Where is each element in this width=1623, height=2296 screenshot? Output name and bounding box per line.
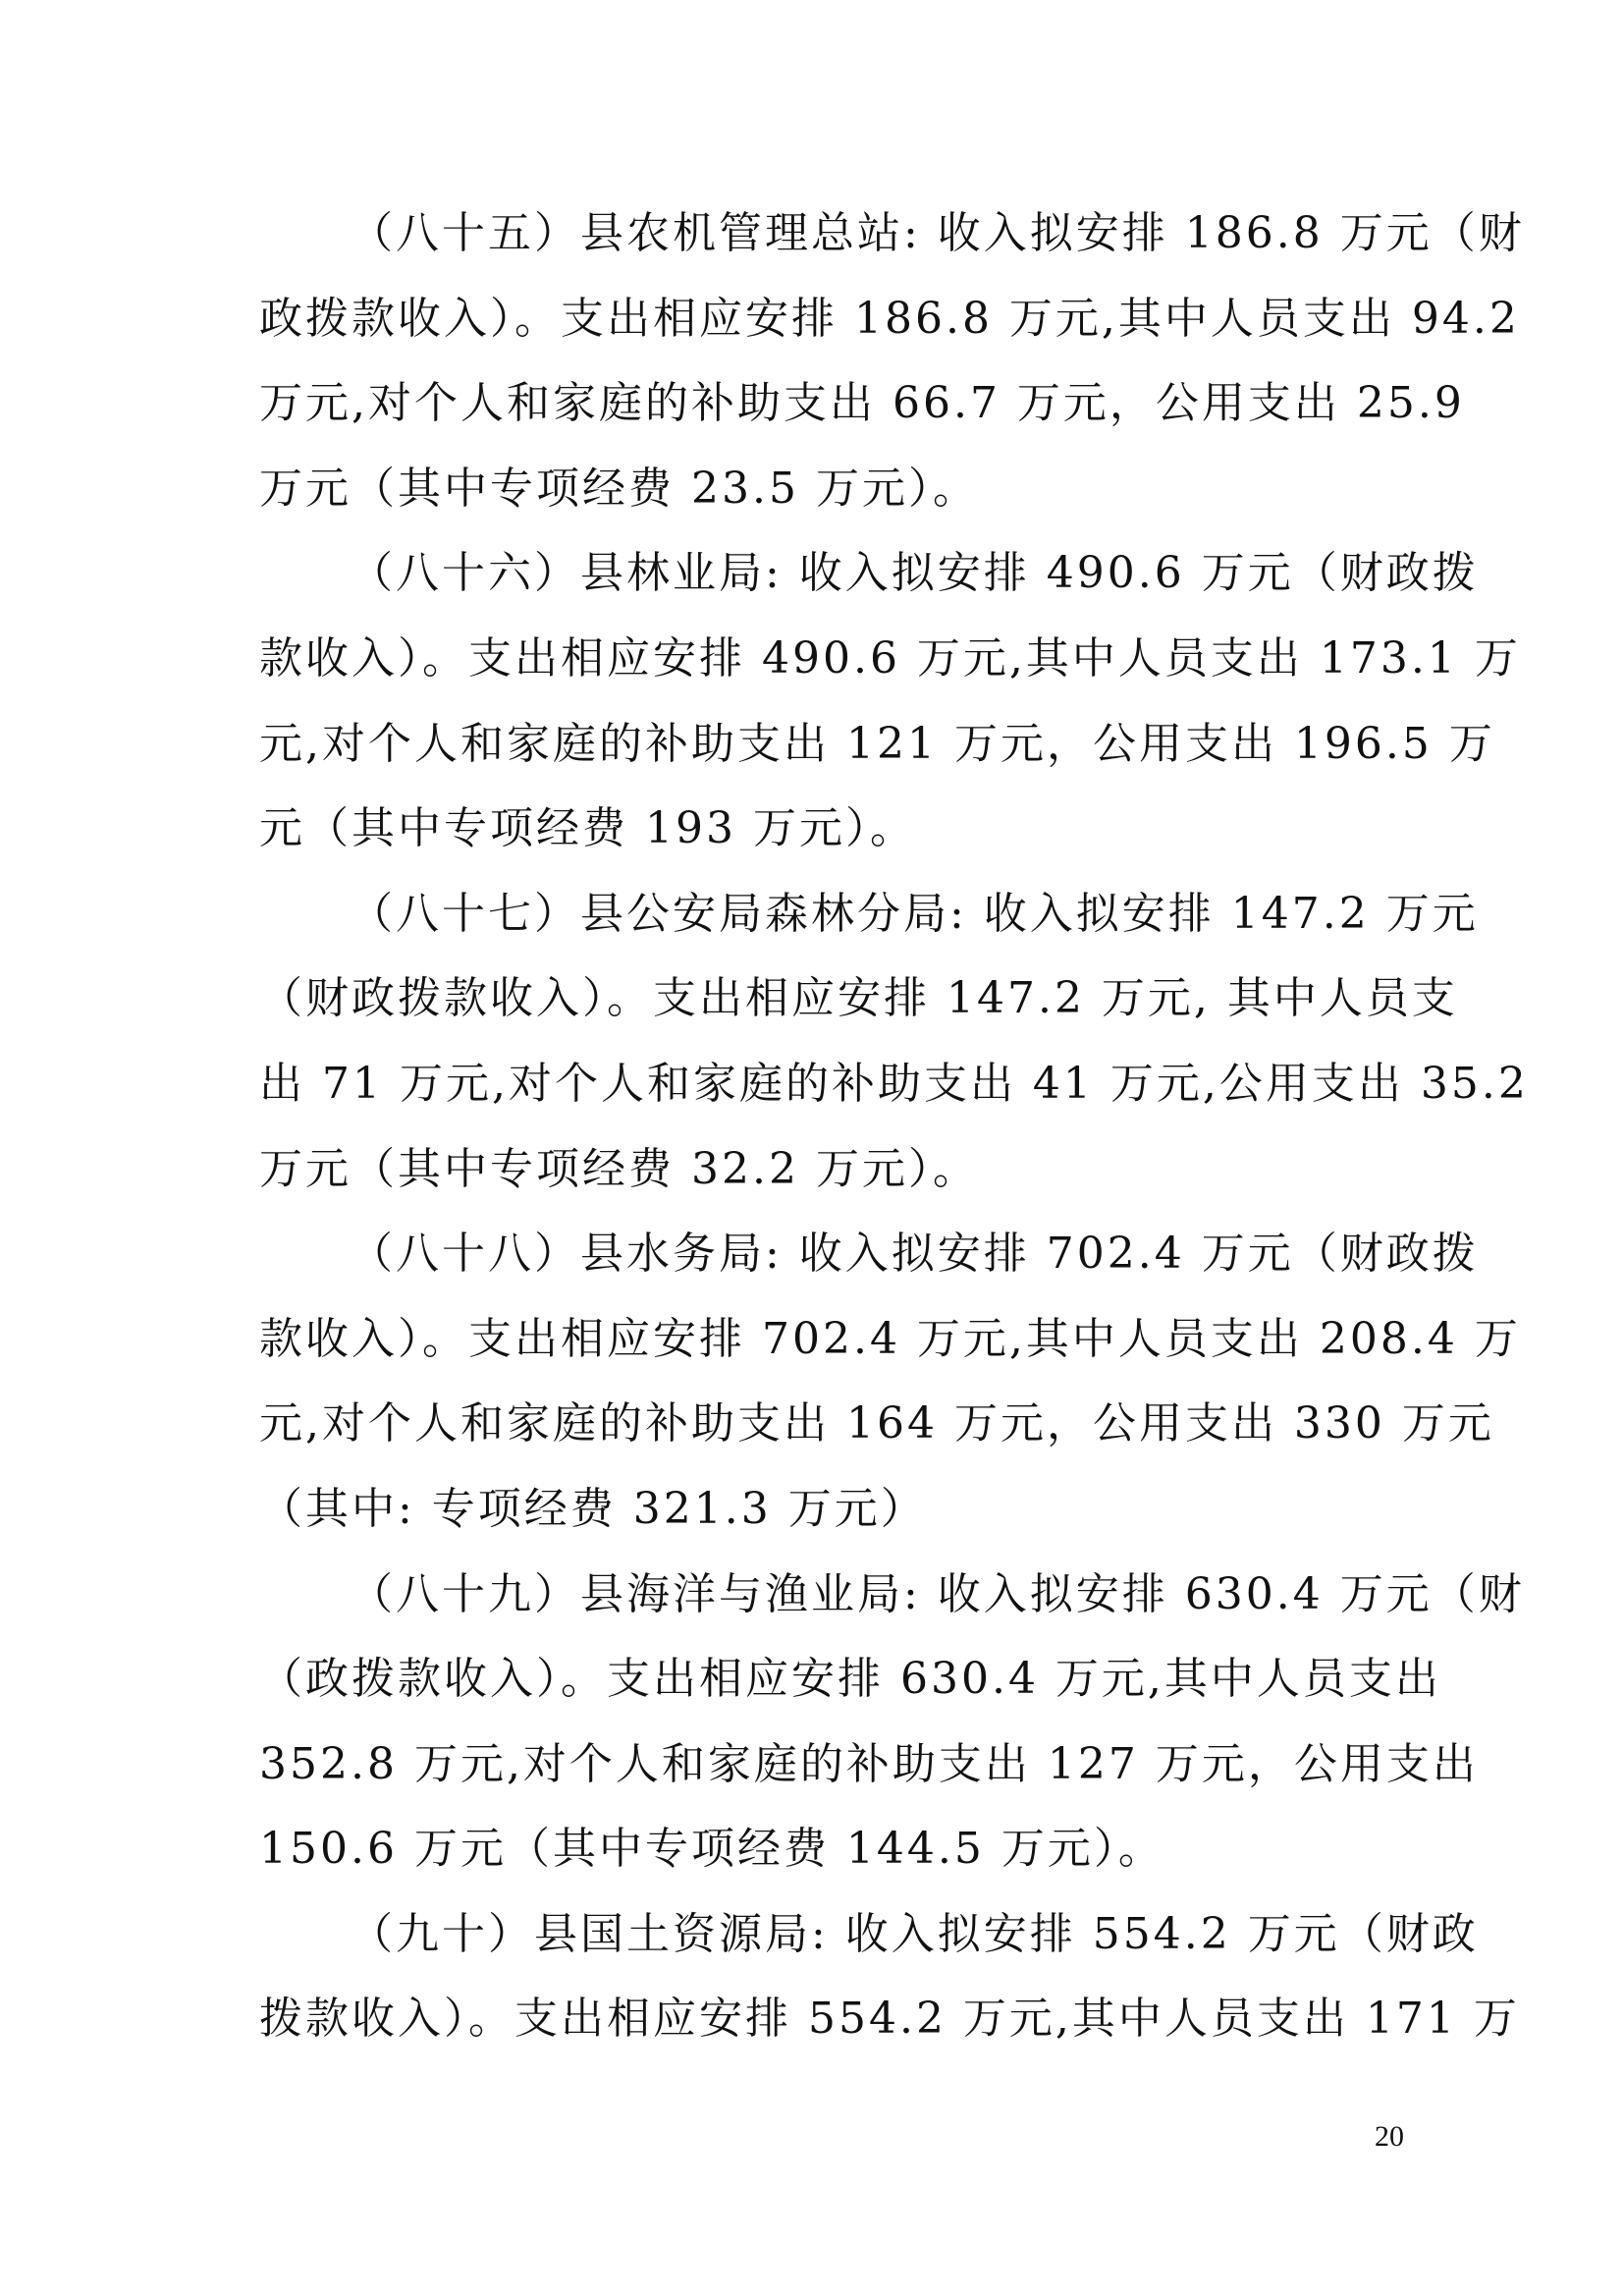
page-number: 20 xyxy=(1375,2120,1404,2153)
paragraph-line: 元,对个人和家庭的补助支出 121 万元，公用支出 196.5 万 xyxy=(259,718,1495,769)
paragraph-line: （八十七）县公安局森林分局: 收入拟安排 147.2 万元 xyxy=(350,888,1479,939)
paragraph-line: 元,对个人和家庭的补助支出 164 万元，公用支出 330 万元 xyxy=(259,1398,1494,1449)
document-body xyxy=(259,191,1529,2062)
paragraph-line: 政拨款收入）。支出相应安排 186.8 万元,其中人员支出 94.2 xyxy=(259,293,1520,344)
section-86-paragraph xyxy=(259,531,1521,871)
paragraph-line: 万元（其中专项经费 23.5 万元）。 xyxy=(259,463,979,514)
section-87-paragraph xyxy=(259,872,1529,1212)
paragraph-line: （八十五）县农机管理总站: 收入拟安排 186.8 万元（财 xyxy=(350,208,1525,258)
paragraph-line: （政拨款收入）。支出相应安排 630.4 万元,其中人员支出 xyxy=(259,1654,1441,1705)
paragraph-line: （八十九）县海洋与渔业局: 收入拟安排 630.4 万元（财 xyxy=(350,1568,1525,1619)
section-90-paragraph xyxy=(259,1892,1520,2062)
section-88-paragraph xyxy=(259,1212,1521,1552)
section-89-paragraph xyxy=(259,1553,1525,1892)
paragraph-line: 元（其中专项经费 193 万元）。 xyxy=(259,803,916,854)
paragraph-line: 万元（其中专项经费 32.2 万元）。 xyxy=(259,1143,979,1194)
paragraph-line: （八十六）县林业局: 收入拟安排 490.6 万元（财政拨 xyxy=(350,548,1479,599)
paragraph-line: （其中: 专项经费 321.3 万元） xyxy=(259,1483,927,1534)
paragraph-line: 352.8 万元,对个人和家庭的补助支出 127 万元，公用支出 xyxy=(259,1738,1479,1789)
paragraph-line: 出 71 万元,对个人和家庭的补助支出 41 万元,公用支出 35.2 xyxy=(259,1058,1529,1109)
paragraph-line: 万元,对个人和家庭的补助支出 66.7 万元，公用支出 25.9 xyxy=(259,378,1465,429)
paragraph-line: （九十）县国土资源局: 收入拟安排 554.2 万元（财政 xyxy=(350,1908,1479,1959)
paragraph-line: （财政拨款收入）。支出相应安排 147.2 万元, 其中人员支 xyxy=(259,973,1458,1024)
section-85-paragraph xyxy=(259,191,1525,531)
paragraph-line: 款收入）。支出相应安排 490.6 万元,其中人员支出 173.1 万 xyxy=(259,632,1521,683)
paragraph-line: （八十八）县水务局: 收入拟安排 702.4 万元（财政拨 xyxy=(350,1229,1479,1280)
paragraph-line: 150.6 万元（其中专项经费 144.5 万元）。 xyxy=(259,1824,1164,1875)
paragraph-line: 拨款收入）。支出相应安排 554.2 万元,其中人员支出 171 万 xyxy=(259,1994,1520,2045)
paragraph-line: 款收入）。支出相应安排 702.4 万元,其中人员支出 208.4 万 xyxy=(259,1313,1521,1364)
